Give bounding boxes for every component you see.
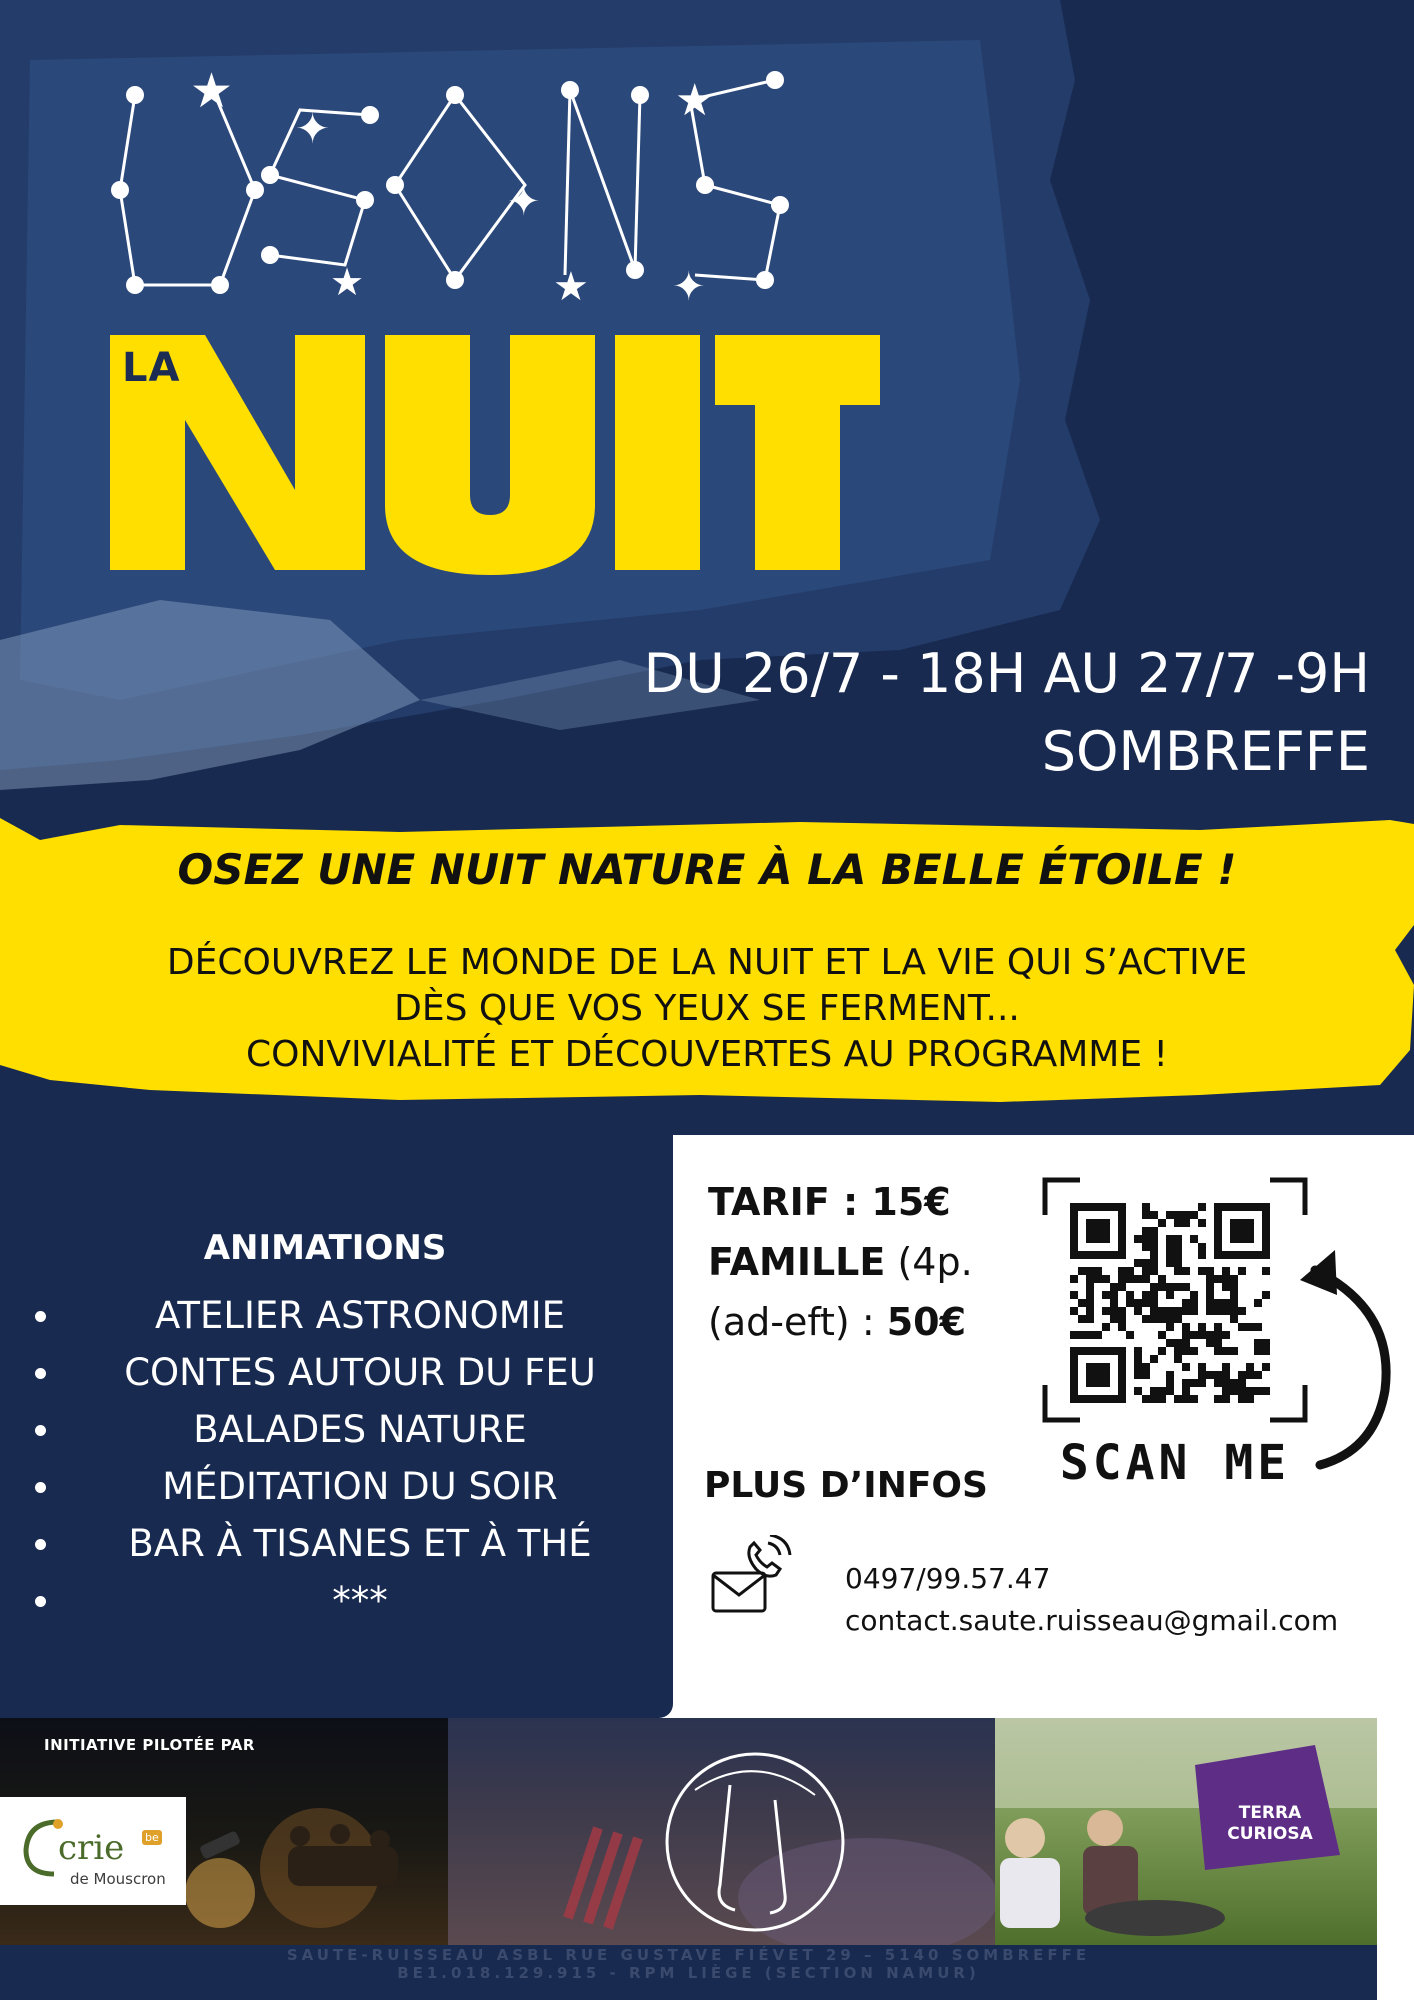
bullet-icon <box>35 1596 46 1607</box>
place-line: SOMBREFFE <box>1041 720 1370 783</box>
list-item: MÉDITATION DU SOIR <box>30 1458 650 1515</box>
svg-text:★: ★ <box>553 264 589 310</box>
intro-line: CONVIVIALITÉ ET DÉCOUVERTES AU PROGRAMME ! <box>246 1034 1168 1075</box>
footer-address: SAUTE-RUISSEAU ASBL RUE GUSTAVE FIÉVET 29 – 5140 SOMBREFFE <box>286 1946 1091 1964</box>
nuit-yellow-title <box>105 300 885 600</box>
terra-line: TERRA <box>1238 1803 1302 1823</box>
pricing-block <box>708 1172 1038 1352</box>
tarif-label: TARIF : 15€ <box>708 1180 951 1224</box>
animations-list <box>30 1287 650 1629</box>
event-dates-location <box>540 635 1370 791</box>
bullet-icon <box>35 1539 46 1550</box>
terra-curiosa-text <box>1215 1803 1325 1845</box>
tagline: OSEZ UNE NUIT NATURE À LA BELLE ÉTOILE ! <box>177 845 1237 894</box>
phone-number[interactable]: 0497/99.57.47 <box>845 1562 1051 1595</box>
svg-text:★: ★ <box>330 260 365 304</box>
osons-constellation-title <box>95 55 895 325</box>
svg-text:★: ★ <box>675 75 715 126</box>
contact-details <box>845 1558 1338 1642</box>
qr-code[interactable] <box>1040 1175 1310 1425</box>
bullet-icon <box>35 1482 46 1493</box>
list-item: ATELIER ASTRONOMIE <box>30 1287 650 1344</box>
list-item: BAR À TISANES ET À THÉ <box>30 1515 650 1572</box>
curiosa-line: CURIOSA <box>1227 1824 1313 1844</box>
animations-heading: ANIMATIONS <box>203 1228 447 1268</box>
title-la: LA <box>122 345 181 391</box>
bullet-icon <box>35 1311 46 1322</box>
famille-price-line: (ad-eft) : 50€ <box>708 1300 967 1344</box>
svg-text:✦: ✦ <box>507 179 541 225</box>
svg-text:✦: ✦ <box>672 264 706 310</box>
footer-text <box>0 1946 1377 1982</box>
intro-line: DÉCOUVREZ LE MONDE DE LA NUIT ET LA VIE QUI S’ACTIVE <box>166 942 1248 983</box>
crie-name: crie <box>58 1828 125 1868</box>
date-line: DU 26/7 - 18H AU 27/7 -9H <box>643 642 1370 705</box>
intro-text <box>40 940 1374 1078</box>
saute-ruisseau-logo[interactable] <box>635 1745 875 1940</box>
footer-registration: BE1.018.129.915 - RPM LIÈGE (SECTION NAMUR) <box>397 1964 980 1982</box>
scan-me-label: SCAN ME <box>1059 1435 1291 1491</box>
initiative-label: INITIATIVE PILOTÉE PAR <box>44 1736 255 1754</box>
list-item: CONTES AUTOUR DU FEU <box>30 1344 650 1401</box>
email-address[interactable]: contact.saute.ruisseau@gmail.com <box>845 1604 1339 1637</box>
bullet-icon <box>35 1425 46 1436</box>
list-item: *** <box>30 1572 650 1629</box>
mail-phone-icon <box>708 1535 808 1625</box>
bullet-icon <box>35 1368 46 1379</box>
crie-be-badge: be <box>142 1830 162 1845</box>
intro-line: DÈS QUE VOS YEUX SE FERMENT... <box>394 988 1020 1029</box>
svg-text:★: ★ <box>190 63 234 119</box>
list-item: BALADES NATURE <box>30 1401 650 1458</box>
famille-line: FAMILLE (4p. <box>708 1240 973 1284</box>
more-info-heading: PLUS D’INFOS <box>704 1465 988 1506</box>
curved-arrow-icon <box>1295 1250 1405 1480</box>
svg-text:✦: ✦ <box>295 104 331 153</box>
crie-subtitle: de Mouscron <box>70 1870 166 1888</box>
